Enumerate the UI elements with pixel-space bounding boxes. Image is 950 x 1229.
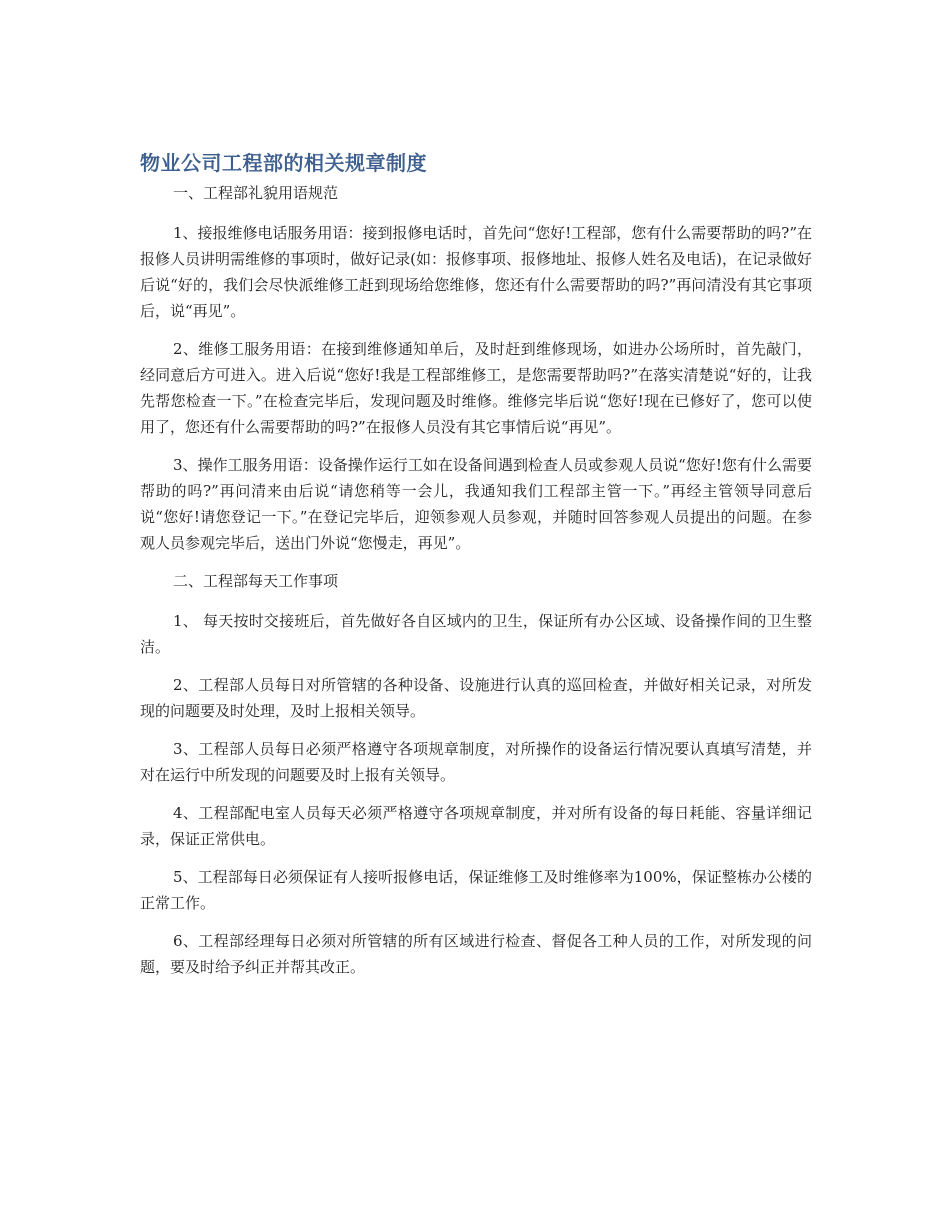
paragraph-daily-item-4: 4、工程部配电室人员每天必须严格遵守各项规章制度，并对所有设备的每日耗能、容量详细记录，保证正常供电。 <box>140 804 812 848</box>
paragraph-operator-service: 3、操作工服务用语：设备操作运行工如在设备间遇到检查人员或参观人员说“您好!您有什么需要帮助的吗?”再问清来由后说“请您稍等一会儿，我通知我们工程部主管一下。”再经主管领导同意后说“您好!请您登记一下。”在登记完毕后，迎领参观人员参观，并随时回答参观人员提出的问题。在参观人员参观完毕后，送出门外说“您慢走，再见”。 <box>140 456 812 552</box>
paragraph-daily-item-3: 3、工程部人员每日必须严格遵守各项规章制度，对所操作的设备运行情况要认真填写清楚，并对在运行中所发现的问题要及时上报有关领导。 <box>140 740 812 784</box>
paragraph-daily-item-5: 5、工程部每日必须保证有人接听报修电话，保证维修工及时维修率为100%，保证整栋办公楼的正常工作。 <box>140 868 812 912</box>
section-heading-daily-work: 二、工程部每天工作事项 <box>173 572 339 590</box>
section-heading-etiquette: 一、工程部礼貌用语规范 <box>173 184 339 202</box>
document-page <box>140 148 812 992</box>
paragraph-repair-service: 2、维修工服务用语：在接到维修通知单后，及时赶到维修现场，如进办公场所时，首先敲门，经同意后方可进入。进入后说“您好!我是工程部维修工，是您需要帮助吗?”在落实清楚说“好的，让我先帮您检查一下。”在检查完毕后，发现问题及时维修。维修完毕后说“您好!现在已修好了，您可以使用了，您还有什么需要帮助的吗?”在报修人员没有其它事情后说“再见”。 <box>140 340 812 436</box>
paragraph-daily-item-2: 2、工程部人员每日对所管辖的各种设备、设施进行认真的巡回检查，并做好相关记录，对所发现的问题要及时处理，及时上报相关领导。 <box>140 676 812 720</box>
paragraph-daily-item-1: 1、 每天按时交接班后，首先做好各自区域内的卫生，保证所有办公区域、设备操作间的卫生整洁。 <box>140 612 812 656</box>
paragraph-daily-item-6: 6、工程部经理每日必须对所管辖的所有区域进行检查、督促各工种人员的工作，对所发现的问题，要及时给予纠正并帮其改正。 <box>140 932 812 976</box>
document-title: 物业公司工程部的相关规章制度 <box>140 151 427 175</box>
paragraph-phone-service: 1、接报维修电话服务用语：接到报修电话时，首先问“您好!工程部，您有什么需要帮助的吗?”在报修人员讲明需维修的事项时，做好记录(如：报修事项、报修地址、报修人姓名及电话)，在记录做好后说“好的，我们会尽快派维修工赶到现场给您维修，您还有什么需要帮助的吗?”再问清没有其它事项后，说“再见”。 <box>140 224 812 320</box>
